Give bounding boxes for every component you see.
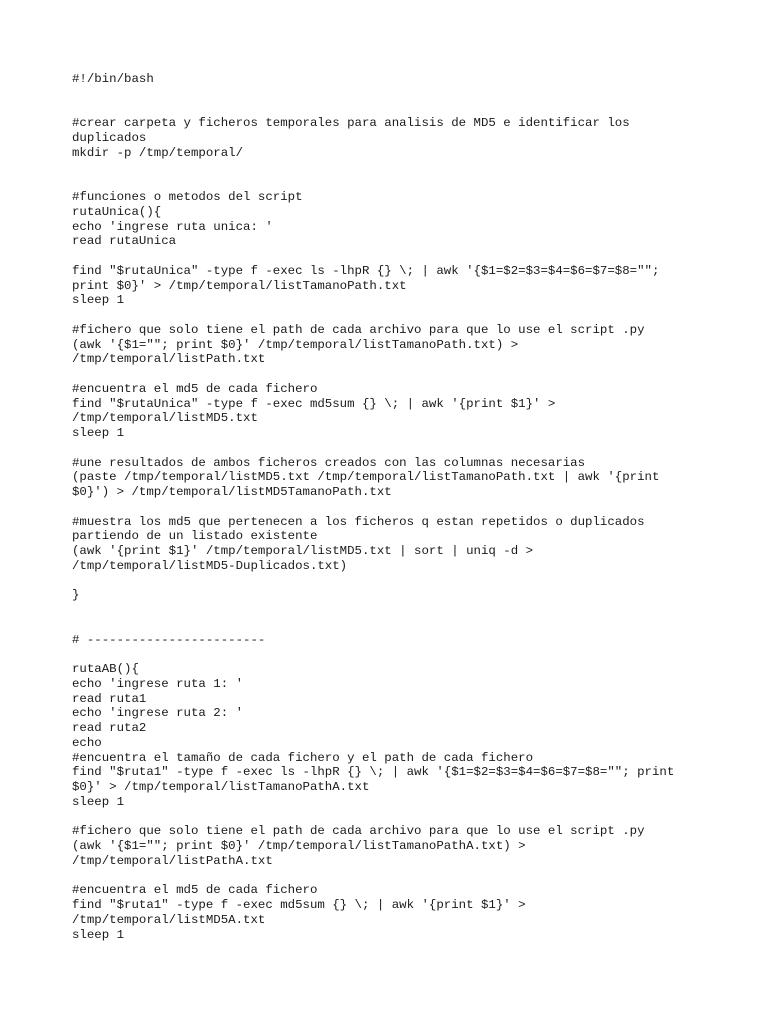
- code-line: find "$rutaUnica" -type f -exec md5sum {} \; | awk '{print $1}' >: [72, 396, 556, 411]
- blank-line: [72, 308, 752, 323]
- code-line: #encuentra el md5 de cada fichero: [72, 381, 318, 396]
- code-line: /tmp/temporal/listMD5-Duplicados.txt): [72, 558, 348, 573]
- code-line: #funciones o metodos del script: [72, 190, 303, 204]
- blank-line: [72, 574, 752, 589]
- code-line: #muestra los md5 que pertenecen a los ficheros q estan repetidos o duplicados: [72, 514, 645, 529]
- code-line: }: [72, 588, 80, 603]
- code-line: rutaUnica(){: [72, 204, 162, 219]
- code-line: #fichero que solo tiene el path de cada archivo para que lo use el script .py: [72, 824, 645, 839]
- code-line: partiendo de un listado existente: [72, 529, 318, 544]
- blank-line: [72, 810, 752, 825]
- blank-line: [72, 869, 752, 884]
- code-line: #crear carpeta y ficheros temporales para analisis de MD5 e identificar los: [72, 116, 630, 131]
- blank-line: [72, 647, 752, 662]
- code-line: (awk '{print $1}' /tmp/temporal/listMD5.txt | sort | uniq -d >: [72, 544, 534, 558]
- code-line: find "$rutaUnica" -type f -exec ls -lhpR {} \; | awk '{$1=$2=$3=$4=$6=$7=$8="";: [72, 263, 660, 278]
- code-line: /tmp/temporal/listMD5.txt: [72, 411, 258, 426]
- code-line: #une resultados de ambos ficheros creados con las columnas necesarias: [72, 455, 586, 470]
- script-code-block: [72, 72, 752, 942]
- code-line: /tmp/temporal/listMD5A.txt: [72, 912, 266, 927]
- blank-line: [72, 500, 752, 515]
- code-line: read rutaUnica: [72, 234, 177, 249]
- blank-line: [72, 367, 752, 382]
- code-line: rutaAB(){: [72, 662, 139, 676]
- blank-line: [72, 161, 752, 176]
- code-line: echo: [72, 735, 102, 750]
- code-line: read ruta1: [72, 691, 147, 706]
- code-line: #!/bin/bash: [72, 72, 154, 86]
- blank-line: [72, 603, 752, 618]
- blank-line: [72, 618, 752, 633]
- code-line: mkdir -p /tmp/temporal/: [72, 145, 244, 160]
- blank-line: [72, 249, 752, 264]
- code-line: $0}' > /tmp/temporal/listTamanoPathA.txt: [72, 780, 370, 794]
- code-line: find "$ruta1" -type f -exec ls -lhpR {} \; | awk '{$1=$2=$3=$4=$6=$7=$8=""; print: [72, 765, 675, 780]
- blank-line: [72, 102, 752, 117]
- code-line: sleep 1: [72, 794, 125, 809]
- code-line: #encuentra el tamaño de cada fichero y el path de cada fichero: [72, 750, 534, 765]
- code-line: (paste /tmp/temporal/listMD5.txt /tmp/temporal/listTamanoPath.txt | awk '{print: [72, 470, 660, 485]
- blank-line: [72, 175, 752, 190]
- blank-line: [72, 87, 752, 102]
- code-line: sleep 1: [72, 927, 125, 942]
- code-line: echo 'ingrese ruta unica: ': [72, 219, 273, 234]
- code-line: find "$ruta1" -type f -exec md5sum {} \; | awk '{print $1}' >: [72, 898, 526, 912]
- code-line: (awk '{$1=""; print $0}' /tmp/temporal/listTamanoPath.txt) >: [72, 337, 519, 352]
- code-line: echo 'ingrese ruta 1: ': [72, 676, 244, 691]
- code-line: /tmp/temporal/listPath.txt: [72, 352, 266, 367]
- code-line: echo 'ingrese ruta 2: ': [72, 706, 244, 721]
- blank-line: [72, 441, 752, 456]
- code-line: (awk '{$1=""; print $0}' /tmp/temporal/listTamanoPathA.txt) >: [72, 839, 526, 853]
- code-line: #encuentra el md5 de cada fichero: [72, 883, 318, 898]
- code-line: #fichero que solo tiene el path de cada archivo para que lo use el script .py: [72, 322, 645, 337]
- code-line: $0}') > /tmp/temporal/listMD5TamanoPath.txt: [72, 485, 392, 499]
- code-line: /tmp/temporal/listPathA.txt: [72, 853, 273, 868]
- code-line: sleep 1: [72, 293, 125, 308]
- code-line: print $0}' > /tmp/temporal/listTamanoPath.txt: [72, 278, 407, 293]
- code-line: # ------------------------: [72, 632, 266, 647]
- code-line: duplicados: [72, 131, 147, 145]
- code-line: sleep 1: [72, 426, 125, 440]
- code-line: read ruta2: [72, 721, 147, 735]
